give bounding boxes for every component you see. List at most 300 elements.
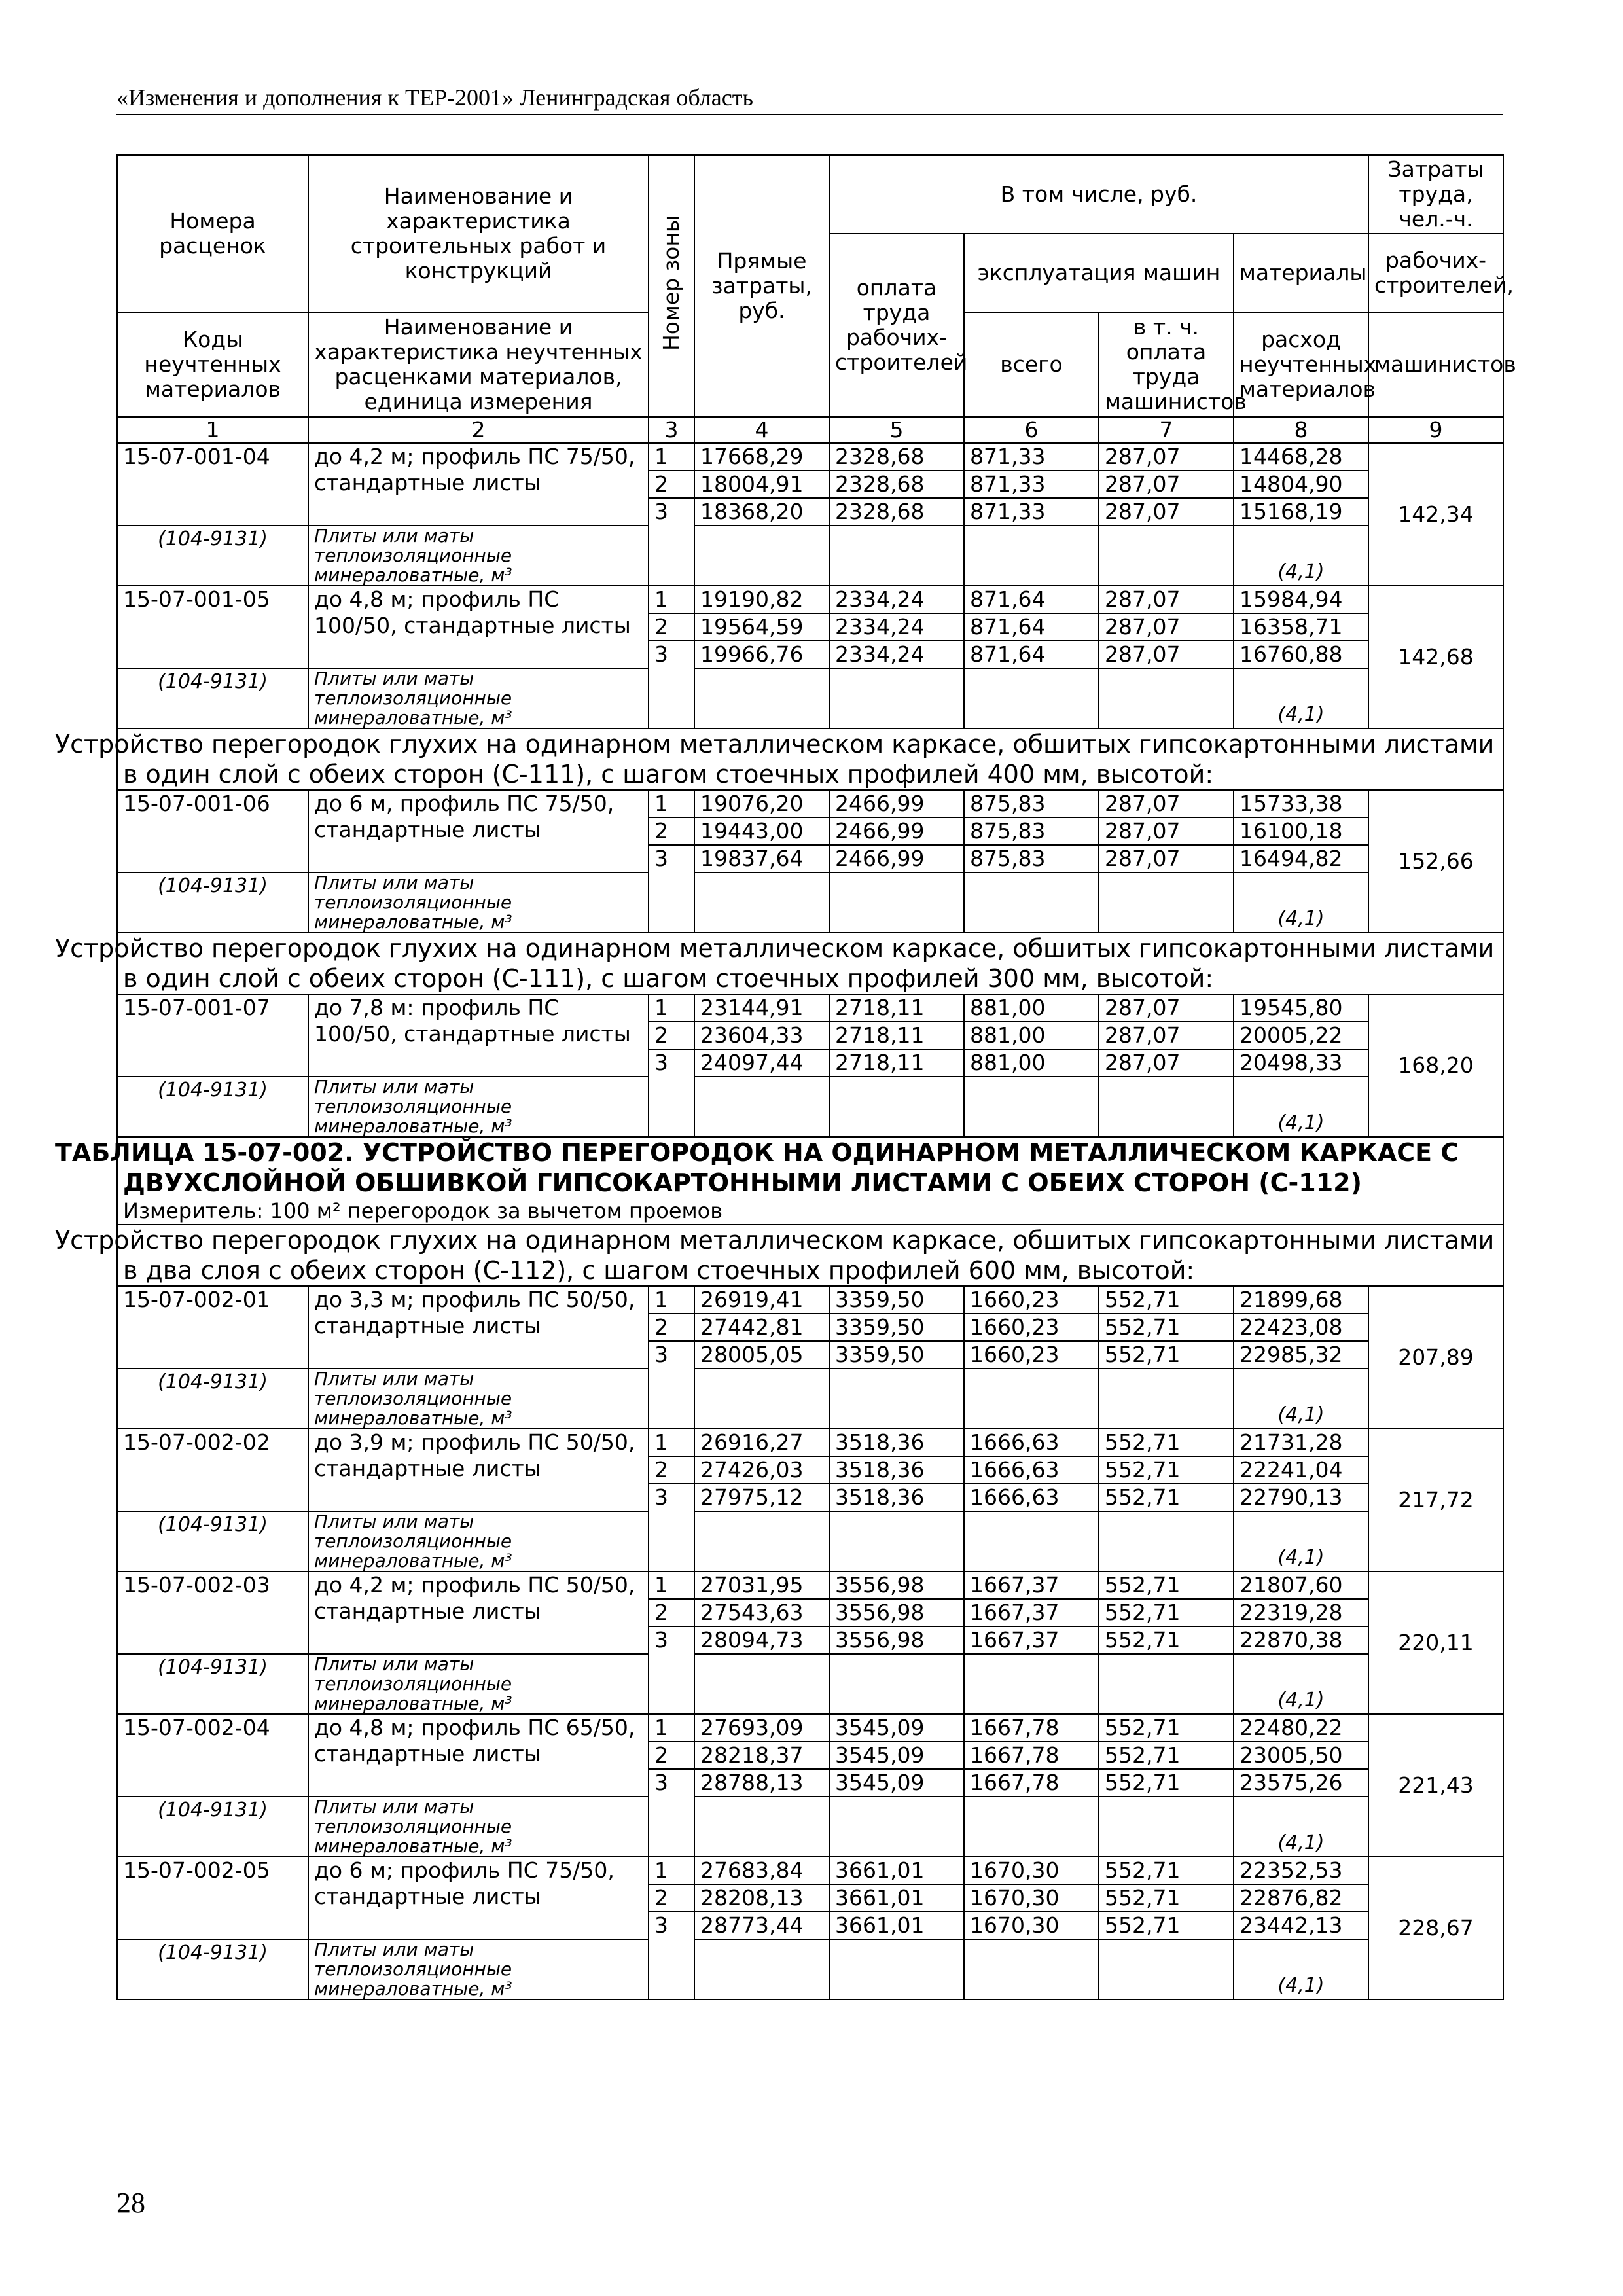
wage-cost: 2334,24 (830, 586, 963, 614)
machinist-wage: 552,71 (1099, 1572, 1233, 1600)
wage-cost: 2718,11 (830, 1022, 963, 1050)
machines-cost-cell (964, 1429, 1099, 1511)
machinist-wage: 552,71 (1099, 1885, 1233, 1912)
zone-cell (649, 1429, 694, 1571)
empty-cell (964, 1797, 1099, 1857)
wage-cost: 3661,01 (830, 1885, 963, 1912)
empty-cell (1099, 668, 1234, 728)
table-title-cell (55, 1137, 1503, 1225)
direct-cost: 23144,91 (695, 995, 829, 1022)
wage-cost: 3359,50 (830, 1287, 963, 1314)
direct-cost: 28005,05 (700, 1342, 804, 1367)
materials-cost: 19545,80 (1234, 995, 1368, 1022)
wage-cost: 3545,09 (830, 1742, 963, 1770)
machines-cost: 1666,63 (965, 1429, 1098, 1457)
materials-cost: 16494,82 (1240, 846, 1343, 871)
direct-cost-cell (694, 586, 829, 668)
machines-cost: 1667,78 (970, 1770, 1060, 1795)
machines-cost: 871,64 (970, 641, 1046, 667)
direct-cost: 27693,09 (695, 1715, 829, 1742)
wage-cost: 2334,24 (835, 641, 925, 667)
header-labor-machinists: машинистов (1368, 312, 1503, 417)
empty-cell (829, 1077, 964, 1137)
direct-cost-cell (694, 1429, 829, 1511)
machinist-wage: 552,71 (1099, 1715, 1233, 1742)
zone-number: 1 (649, 995, 694, 1022)
empty-cell (964, 668, 1099, 728)
wage-cost-cell (829, 443, 964, 526)
labor-cost: 220,11 (1368, 1571, 1503, 1714)
empty-cell (1099, 1511, 1234, 1571)
machinist-wage: 552,71 (1099, 1314, 1233, 1342)
materials-cost: 15168,19 (1240, 499, 1343, 524)
zone-cell (649, 994, 694, 1137)
empty-cell (694, 1654, 829, 1714)
direct-cost: 27031,95 (695, 1572, 829, 1600)
direct-cost: 18368,20 (700, 499, 804, 524)
wage-cost: 3359,50 (830, 1314, 963, 1342)
zone-number: 2 (649, 1022, 694, 1050)
machinist-wage-cell (1099, 1714, 1234, 1797)
empty-cell (964, 1511, 1099, 1571)
rate-title: до 7,8 м: профиль ПС 100/50, стандартные листы (308, 994, 649, 1077)
materials-cost: 23005,50 (1234, 1742, 1368, 1770)
zone-number: 3 (654, 1770, 668, 1795)
rate-code: 15-07-001-05 (117, 586, 308, 668)
direct-cost: 27442,81 (695, 1314, 829, 1342)
empty-cell (694, 1511, 829, 1571)
header-labor-workers: рабочих-строителей, (1368, 234, 1503, 312)
material-description: Плиты или маты теплоизоляционные минераловатные, м³ (308, 1654, 649, 1714)
machinist-wage-cell (1099, 443, 1234, 526)
table-title-row (117, 1137, 1503, 1225)
wage-cost-cell (829, 790, 964, 872)
machines-cost: 871,33 (965, 471, 1098, 499)
machines-cost: 871,33 (970, 499, 1046, 524)
machines-cost: 1666,63 (965, 1457, 1098, 1484)
material-consumption: (4,1) (1234, 1511, 1368, 1571)
machines-cost: 1670,30 (970, 1912, 1060, 1938)
rate-title: до 4,2 м; профиль ПС 75/50, стандартные листы (308, 443, 649, 526)
rate-row (117, 790, 1503, 872)
rate-title: до 3,3 м; профиль ПС 50/50, стандартные листы (308, 1286, 649, 1369)
material-description: Плиты или маты теплоизоляционные минераловатные, м³ (308, 1511, 649, 1571)
wage-cost-cell (829, 1286, 964, 1369)
table-unit: Измеритель: 100 м² перегородок за вычетом проемов (123, 1198, 723, 1223)
machinist-wage: 552,71 (1099, 1287, 1233, 1314)
empty-cell (829, 668, 964, 728)
zone-cell (649, 443, 694, 586)
direct-cost: 19837,64 (700, 846, 804, 871)
empty-cell (694, 1797, 829, 1857)
material-row (117, 1797, 1503, 1857)
material-description: Плиты или маты теплоизоляционные минераловатные, м³ (308, 1797, 649, 1857)
empty-cell (694, 668, 829, 728)
wage-cost-cell (829, 1429, 964, 1511)
material-consumption: (4,1) (1234, 1797, 1368, 1857)
zone-cell (649, 790, 694, 933)
machinist-wage: 287,07 (1105, 1050, 1181, 1075)
column-number: 4 (694, 417, 829, 443)
machines-cost-cell (964, 994, 1099, 1077)
direct-cost: 19443,00 (695, 818, 829, 846)
zone-cell (649, 1571, 694, 1714)
column-number: 6 (964, 417, 1099, 443)
material-code: (104-9131) (117, 1797, 308, 1857)
material-row (117, 1654, 1503, 1714)
zone-number: 3 (654, 499, 668, 524)
machines-cost: 875,83 (965, 818, 1098, 846)
header-name: Наименование и характеристика строительных работ и конструкций (308, 155, 649, 312)
materials-cost-cell (1234, 1286, 1368, 1369)
wage-cost: 3359,50 (835, 1342, 925, 1367)
column-number: 3 (649, 417, 694, 443)
rate-code: 15-07-001-04 (117, 443, 308, 526)
empty-cell (829, 1511, 964, 1571)
material-row (117, 1939, 1503, 2000)
labor-cost: 142,34 (1368, 443, 1503, 586)
empty-cell (1099, 526, 1234, 586)
direct-cost: 19564,59 (695, 614, 829, 641)
direct-cost: 28208,13 (695, 1885, 829, 1912)
direct-cost: 28094,73 (700, 1627, 804, 1653)
machinist-wage: 552,71 (1099, 1457, 1233, 1484)
machinist-wage: 552,71 (1105, 1484, 1181, 1510)
material-consumption: (4,1) (1234, 1654, 1368, 1714)
machines-cost: 1667,37 (970, 1627, 1060, 1653)
material-code: (104-9131) (117, 668, 308, 728)
empty-cell (1099, 1077, 1234, 1137)
rate-row (117, 586, 1503, 668)
machines-cost-cell (964, 1571, 1099, 1654)
material-description: Плиты или маты теплоизоляционные минераловатные, м³ (308, 526, 649, 586)
direct-cost: 28218,37 (695, 1742, 829, 1770)
section-heading-row (117, 728, 1503, 790)
rate-row (117, 994, 1503, 1077)
zone-cell (649, 1857, 694, 2000)
materials-cost: 21899,68 (1234, 1287, 1368, 1314)
materials-cost: 21731,28 (1234, 1429, 1368, 1457)
wage-cost: 2466,99 (835, 846, 925, 871)
direct-cost-cell (694, 1714, 829, 1797)
machines-cost-cell (964, 586, 1099, 668)
zone-number: 1 (649, 444, 694, 471)
section-heading-row (117, 1225, 1503, 1286)
header-materials: материалы (1234, 234, 1368, 312)
direct-cost: 27683,84 (695, 1857, 829, 1885)
material-code: (104-9131) (117, 526, 308, 586)
wage-cost: 2328,68 (830, 444, 963, 471)
materials-cost: 15733,38 (1234, 791, 1368, 818)
wage-cost: 3545,09 (830, 1715, 963, 1742)
column-number: 5 (829, 417, 964, 443)
wage-cost-cell (829, 1571, 964, 1654)
header-wage: оплата труда рабочих-строителей (829, 234, 964, 417)
materials-cost: 23442,13 (1240, 1912, 1343, 1938)
table-header (117, 155, 1516, 443)
machines-cost: 1667,37 (965, 1572, 1098, 1600)
running-header: «Изменения и дополнения к ТЕР-2001» Ленинградская область (116, 84, 1503, 115)
zone-number: 1 (649, 586, 694, 614)
materials-cost: 22319,28 (1234, 1600, 1368, 1627)
material-row (117, 526, 1503, 586)
empty-cell (694, 1939, 829, 2000)
page-number: 28 (116, 2187, 145, 2219)
column-numbers-row (117, 417, 1503, 443)
material-code: (104-9131) (117, 1654, 308, 1714)
zone-number: 2 (649, 818, 694, 846)
column-number: 8 (1234, 417, 1368, 443)
header-machines-wage: в т. ч. оплата труда машинистов (1099, 312, 1234, 417)
materials-cost: 22241,04 (1234, 1457, 1368, 1484)
machines-cost: 881,00 (965, 995, 1098, 1022)
machinist-wage: 287,07 (1105, 846, 1181, 871)
empty-cell (829, 872, 964, 933)
empty-cell (964, 872, 1099, 933)
machines-cost: 1666,63 (970, 1484, 1060, 1510)
machines-cost: 871,33 (965, 444, 1098, 471)
wage-cost: 3518,36 (830, 1457, 963, 1484)
machines-cost: 871,64 (965, 614, 1098, 641)
machines-cost-cell (964, 1857, 1099, 1939)
wage-cost: 2334,24 (830, 614, 963, 641)
direct-cost: 19966,76 (700, 641, 804, 667)
material-description: Плиты или маты теплоизоляционные минераловатные, м³ (308, 872, 649, 933)
direct-cost: 18004,91 (695, 471, 829, 499)
machinist-wage-cell (1099, 1571, 1234, 1654)
direct-cost-cell (694, 443, 829, 526)
machinist-wage: 287,07 (1099, 471, 1233, 499)
zone-number: 2 (649, 471, 694, 499)
wage-cost: 2718,11 (835, 1050, 925, 1075)
machines-cost: 875,83 (965, 791, 1098, 818)
machinist-wage: 552,71 (1105, 1912, 1181, 1938)
machinist-wage: 552,71 (1105, 1342, 1181, 1367)
column-number: 1 (117, 417, 308, 443)
zone-number: 2 (649, 1742, 694, 1770)
direct-cost: 26916,27 (695, 1429, 829, 1457)
zone-number: 3 (654, 1484, 668, 1510)
zone-number: 2 (649, 1314, 694, 1342)
zone-number: 2 (649, 1600, 694, 1627)
labor-cost: 152,66 (1368, 790, 1503, 933)
direct-cost: 19076,20 (695, 791, 829, 818)
price-table (55, 154, 1516, 2000)
materials-cost: 16760,88 (1240, 641, 1343, 667)
machinist-wage: 287,07 (1099, 1022, 1233, 1050)
material-row (117, 1369, 1503, 1429)
wage-cost-cell (829, 1857, 964, 1939)
zone-number: 3 (654, 846, 668, 871)
machinist-wage: 287,07 (1099, 586, 1233, 614)
labor-cost: 221,43 (1368, 1714, 1503, 1857)
material-row (117, 872, 1503, 933)
machines-cost: 1660,23 (970, 1342, 1060, 1367)
direct-cost-cell (694, 1286, 829, 1369)
wage-cost: 2466,99 (830, 791, 963, 818)
wage-cost: 3661,01 (835, 1912, 925, 1938)
rate-title: до 4,8 м; профиль ПС 65/50, стандартные листы (308, 1714, 649, 1797)
rate-code: 15-07-001-06 (117, 790, 308, 872)
machines-cost-cell (964, 443, 1099, 526)
empty-cell (964, 526, 1099, 586)
zone-number: 1 (649, 1572, 694, 1600)
labor-cost: 207,89 (1368, 1286, 1503, 1429)
rate-title: до 6 м, профиль ПС 75/50, стандартные листы (308, 790, 649, 872)
material-description: Плиты или маты теплоизоляционные минераловатные, м³ (308, 1077, 649, 1137)
direct-cost: 28788,13 (700, 1770, 804, 1795)
zone-number: 2 (649, 614, 694, 641)
zone-number: 2 (649, 1885, 694, 1912)
column-number: 9 (1368, 417, 1503, 443)
materials-cost-cell (1234, 790, 1368, 872)
rate-title: до 4,2 м; профиль ПС 50/50, стандартные листы (308, 1571, 649, 1654)
rate-code: 15-07-002-02 (117, 1429, 308, 1511)
wage-cost-cell (829, 994, 964, 1077)
machines-cost: 881,00 (970, 1050, 1046, 1075)
zone-number: 1 (649, 1715, 694, 1742)
rate-title: до 4,8 м; профиль ПС 100/50, стандартные листы (308, 586, 649, 668)
machines-cost: 871,64 (965, 586, 1098, 614)
wage-cost: 3545,09 (835, 1770, 925, 1795)
materials-cost: 20498,33 (1240, 1050, 1343, 1075)
material-consumption: (4,1) (1234, 872, 1368, 933)
section-heading: Устройство перегородок глухих на одинарном металлическом каркасе, обшитых гипсокартонными листами в два слоя с обеих сторон (С-112), с шагом стоечных профилей 600 мм, высотой: (117, 1225, 1503, 1286)
direct-cost: 23604,33 (695, 1022, 829, 1050)
empty-cell (694, 526, 829, 586)
machinist-wage: 287,07 (1099, 995, 1233, 1022)
empty-cell (829, 1797, 964, 1857)
direct-cost: 27543,63 (695, 1600, 829, 1627)
column-number: 7 (1099, 417, 1234, 443)
machines-cost: 1667,37 (965, 1600, 1098, 1627)
labor-cost: 217,72 (1368, 1429, 1503, 1571)
materials-cost-cell (1234, 586, 1368, 668)
rate-title: до 6 м; профиль ПС 75/50, стандартные листы (308, 1857, 649, 1939)
rate-code: 15-07-001-07 (117, 994, 308, 1077)
zone-number: 3 (654, 1912, 668, 1938)
wage-cost-cell (829, 1714, 964, 1797)
machinist-wage: 552,71 (1105, 1770, 1181, 1795)
machinist-wage-cell (1099, 1429, 1234, 1511)
table-body (55, 443, 1503, 2000)
direct-cost-cell (694, 1571, 829, 1654)
material-code: (104-9131) (117, 1077, 308, 1137)
material-description: Плиты или маты теплоизоляционные минераловатные, м³ (308, 1939, 649, 2000)
header-machines-total: всего (964, 312, 1099, 417)
machinist-wage-cell (1099, 586, 1234, 668)
material-consumption: (4,1) (1234, 668, 1368, 728)
header-labor: Затраты труда, чел.-ч. (1368, 155, 1503, 234)
direct-cost-cell (694, 790, 829, 872)
empty-cell (829, 1654, 964, 1714)
materials-cost-cell (1234, 1571, 1368, 1654)
column-number: 2 (308, 417, 649, 443)
machines-cost: 1670,30 (965, 1857, 1098, 1885)
material-description: Плиты или маты теплоизоляционные минераловатные, м³ (308, 668, 649, 728)
materials-cost-cell (1234, 1714, 1368, 1797)
labor-cost: 228,67 (1368, 1857, 1503, 2000)
machinist-wage-cell (1099, 1857, 1234, 1939)
wage-cost: 3518,36 (835, 1484, 925, 1510)
machinist-wage-cell (1099, 790, 1234, 872)
material-row (117, 1511, 1503, 1571)
section-heading: Устройство перегородок глухих на одинарном металлическом каркасе, обшитых гипсокартонными листами в один слой с обеих сторон (С-111), с шагом стоечных профилей 400 мм, высотой: (117, 728, 1503, 790)
materials-cost: 14468,28 (1234, 444, 1368, 471)
rate-row (117, 1857, 1503, 1939)
wage-cost-cell (829, 586, 964, 668)
machines-cost: 881,00 (965, 1022, 1098, 1050)
materials-cost: 22352,53 (1234, 1857, 1368, 1885)
machines-cost: 1670,30 (965, 1885, 1098, 1912)
direct-cost: 28773,44 (700, 1912, 804, 1938)
zone-number: 3 (654, 1627, 668, 1653)
machinist-wage: 552,71 (1105, 1627, 1181, 1653)
rate-code: 15-07-002-01 (117, 1286, 308, 1369)
header-materials-consumption: расход неучтенных материалов (1234, 312, 1368, 417)
zone-number: 3 (654, 641, 668, 667)
materials-cost: 21807,60 (1234, 1572, 1368, 1600)
direct-cost: 19190,82 (695, 586, 829, 614)
table-title: ТАБЛИЦА 15-07-002. УСТРОЙСТВО ПЕРЕГОРОДОК НА ОДИНАРНОМ МЕТАЛЛИЧЕСКОМ КАРКАСЕ С ДВУХСЛОЙНОЙ ОБШИВКОЙ ГИПСОКАРТОННЫМИ ЛИСТАМИ С ОБЕИХ СТОРОН (С-112) (55, 1138, 1459, 1197)
header-including: В том числе, руб. (829, 155, 1368, 234)
empty-cell (964, 1939, 1099, 2000)
empty-cell (1099, 1939, 1234, 2000)
materials-cost: 22876,82 (1234, 1885, 1368, 1912)
direct-cost-cell (694, 1857, 829, 1939)
wage-cost: 3556,98 (830, 1572, 963, 1600)
material-code: (104-9131) (117, 1511, 308, 1571)
wage-cost: 3661,01 (830, 1857, 963, 1885)
materials-cost: 15984,94 (1234, 586, 1368, 614)
material-consumption: (4,1) (1234, 526, 1368, 586)
machines-cost: 1660,23 (965, 1287, 1098, 1314)
materials-cost: 22985,32 (1240, 1342, 1343, 1367)
materials-cost: 16100,18 (1234, 818, 1368, 846)
zone-number: 2 (649, 1457, 694, 1484)
wage-cost: 2328,68 (830, 471, 963, 499)
material-code: (104-9131) (117, 872, 308, 933)
machines-cost-cell (964, 1714, 1099, 1797)
empty-cell (964, 1654, 1099, 1714)
material-code: (104-9131) (117, 1939, 308, 2000)
direct-cost: 26919,41 (695, 1287, 829, 1314)
machinist-wage: 287,07 (1099, 791, 1233, 818)
empty-cell (1099, 872, 1234, 933)
materials-cost: 23575,26 (1240, 1770, 1343, 1795)
material-row (117, 1077, 1503, 1137)
section-heading-row (117, 933, 1503, 994)
materials-cost: 22790,13 (1240, 1484, 1343, 1510)
materials-cost-cell (1234, 1429, 1368, 1511)
direct-cost-cell (694, 994, 829, 1077)
machinist-wage: 287,07 (1099, 444, 1233, 471)
material-row (117, 668, 1503, 728)
machinist-wage-cell (1099, 1286, 1234, 1369)
materials-cost: 22870,38 (1240, 1627, 1343, 1653)
machinist-wage: 552,71 (1099, 1742, 1233, 1770)
machinist-wage: 287,07 (1105, 641, 1181, 667)
machinist-wage: 287,07 (1105, 499, 1181, 524)
machines-cost: 1667,78 (965, 1715, 1098, 1742)
empty-cell (1099, 1369, 1234, 1429)
direct-cost: 27975,12 (700, 1484, 804, 1510)
empty-cell (1099, 1654, 1234, 1714)
labor-cost: 168,20 (1368, 994, 1503, 1137)
direct-cost: 17668,29 (695, 444, 829, 471)
direct-cost: 24097,44 (700, 1050, 804, 1075)
zone-cell (649, 586, 694, 728)
